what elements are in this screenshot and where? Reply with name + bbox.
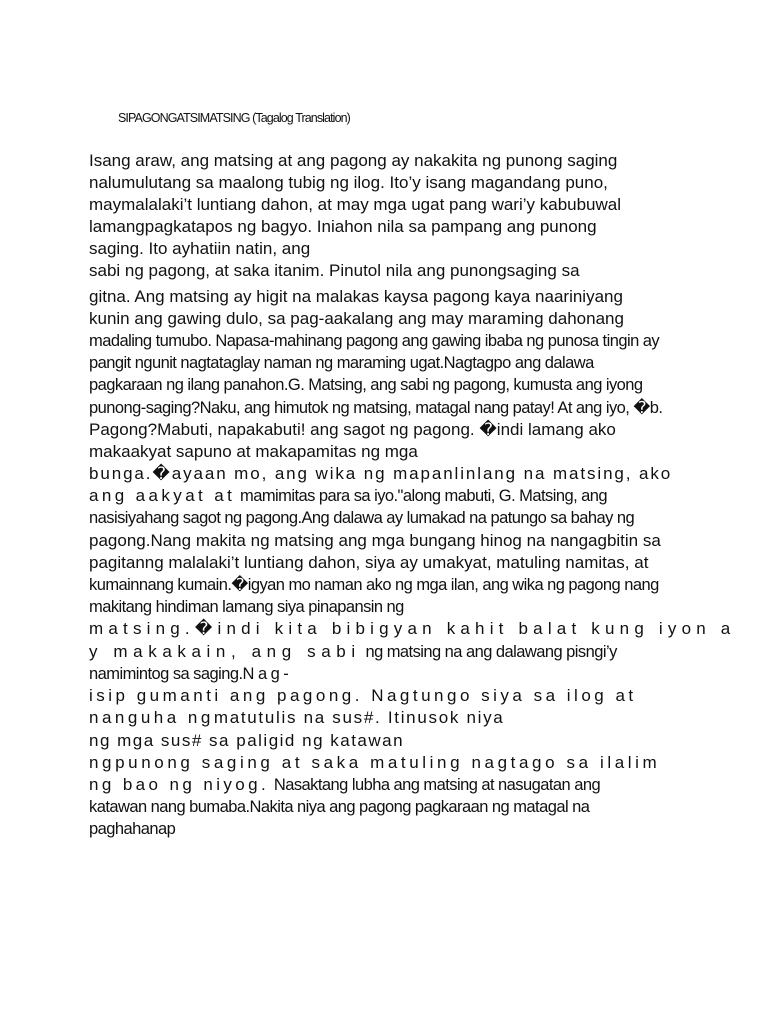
- text-line: punong-saging?Naku, ang himutok ng matsing, matagal nang patay! At ang iyo, �b.: [89, 399, 663, 417]
- text-line: Isang araw, ang matsing at ang pagong ay nakakita ng punong saging: [89, 151, 618, 170]
- text-line: saging. Ito ayhatiin natin, ang: [89, 239, 311, 258]
- text-line-wrap: [89, 774, 600, 796]
- text-line: pagong.Nang makita ng matsing ang mga bungang hinog na nangagbitin sa: [89, 531, 661, 550]
- inline-text: ng matsing na ang dalawang pisngi’y: [365, 643, 617, 661]
- text-line: matsing.�indi kita bibigyan kahit balat kung iyon a: [89, 619, 736, 638]
- text-line: ngpunong saging at saka matuling nagtago sa ilalim: [89, 753, 661, 772]
- inline-text: matutulis na sus#. Itinusok niya: [213, 708, 505, 727]
- text-line: pagitanng malalaki’t luntiang dahon, siya ay umakyat, matuling namitas, at: [89, 553, 649, 572]
- text-line: isip gumanti ang pagong. Nagtungo siya sa ilog at: [89, 686, 637, 705]
- text-line: sabi ng pagong, at saka itanim. Pinutol nila ang punongsaging sa: [89, 261, 580, 280]
- text-line: katawan nang bumaba.Nakita niya ang pagong pagkaraan ng matagal na: [89, 798, 590, 816]
- text-line-wrap: [89, 641, 617, 663]
- document-title: SIPAGONGATSIMATSING (Tagalog Translation): [118, 111, 350, 125]
- spaced-text: ang aakyat at: [89, 486, 236, 505]
- inline-text: Nasaktang lubha ang matsing at nasugatan ang: [273, 776, 601, 794]
- text-line: ng mga sus# sa paligid ng katawan: [89, 731, 405, 750]
- text-line: namimintog sa saging.N a g -: [89, 665, 289, 683]
- text-line: nalumulutang sa maalong tubig ng ilog. Ito’y isang magandang puno,: [89, 173, 608, 192]
- spaced-text: nanguha ng: [89, 708, 214, 727]
- text-line: maymalalaki’t luntiang dahon, at may mga ugat pang wari’y kabubuwal: [89, 195, 622, 214]
- text-line: makitang hindiman lamang siya pinapansin ng: [89, 598, 404, 616]
- text-line-wrap: [89, 485, 607, 507]
- spaced-text: y makakain, ang sabi: [89, 642, 361, 661]
- text-line: Pagong?Mabuti, napakabuti! ang sagot ng pagong. �indi lamang ako: [89, 420, 616, 439]
- text-line: nasisiyahang sagot ng pagong.Ang dalawa ay lumakad na patungo sa bahay ng: [89, 509, 635, 527]
- text-line: kumainnang kumain.�igyan mo naman ako ng mga ilan, ang wika ng pagong nang: [89, 576, 659, 594]
- text-line: paghahanap: [89, 820, 176, 838]
- text-line: madaling tumubo. Napasa-mahinang pagong ang gawing ibaba ng punosa tingin ay: [89, 332, 660, 350]
- text-line: lamangpagkatapos ng bagyo. Iniahon nila sa pampang ang punong: [89, 217, 597, 236]
- text-line: gitna. Ang matsing ay higit na malakas kaysa pagong kaya naariniyang: [89, 287, 623, 306]
- text-line: makaakyat sapuno at makapamitas ng mga: [89, 442, 418, 461]
- text-line-wrap: [89, 707, 504, 729]
- text-line: pagkaraan ng ilang panahon.G. Matsing, ang sabi ng pagong, kumusta ang iyong: [89, 376, 643, 394]
- text-line: pangit ngunit nagtataglay naman ng maraming ugat.Nagtagpo ang dalawa: [89, 354, 594, 372]
- text-line: bunga.�ayaan mo, ang wika ng mapanlinlang na matsing, ako: [89, 464, 673, 483]
- text-line: kunin ang gawing dulo, sa pag-aakalang ang may maraming dahonang: [89, 309, 624, 328]
- inline-text: mamimitas para sa iyo."along mabuti, G. Matsing, ang: [240, 487, 608, 505]
- spaced-text: ng bao ng niyog.: [89, 775, 270, 794]
